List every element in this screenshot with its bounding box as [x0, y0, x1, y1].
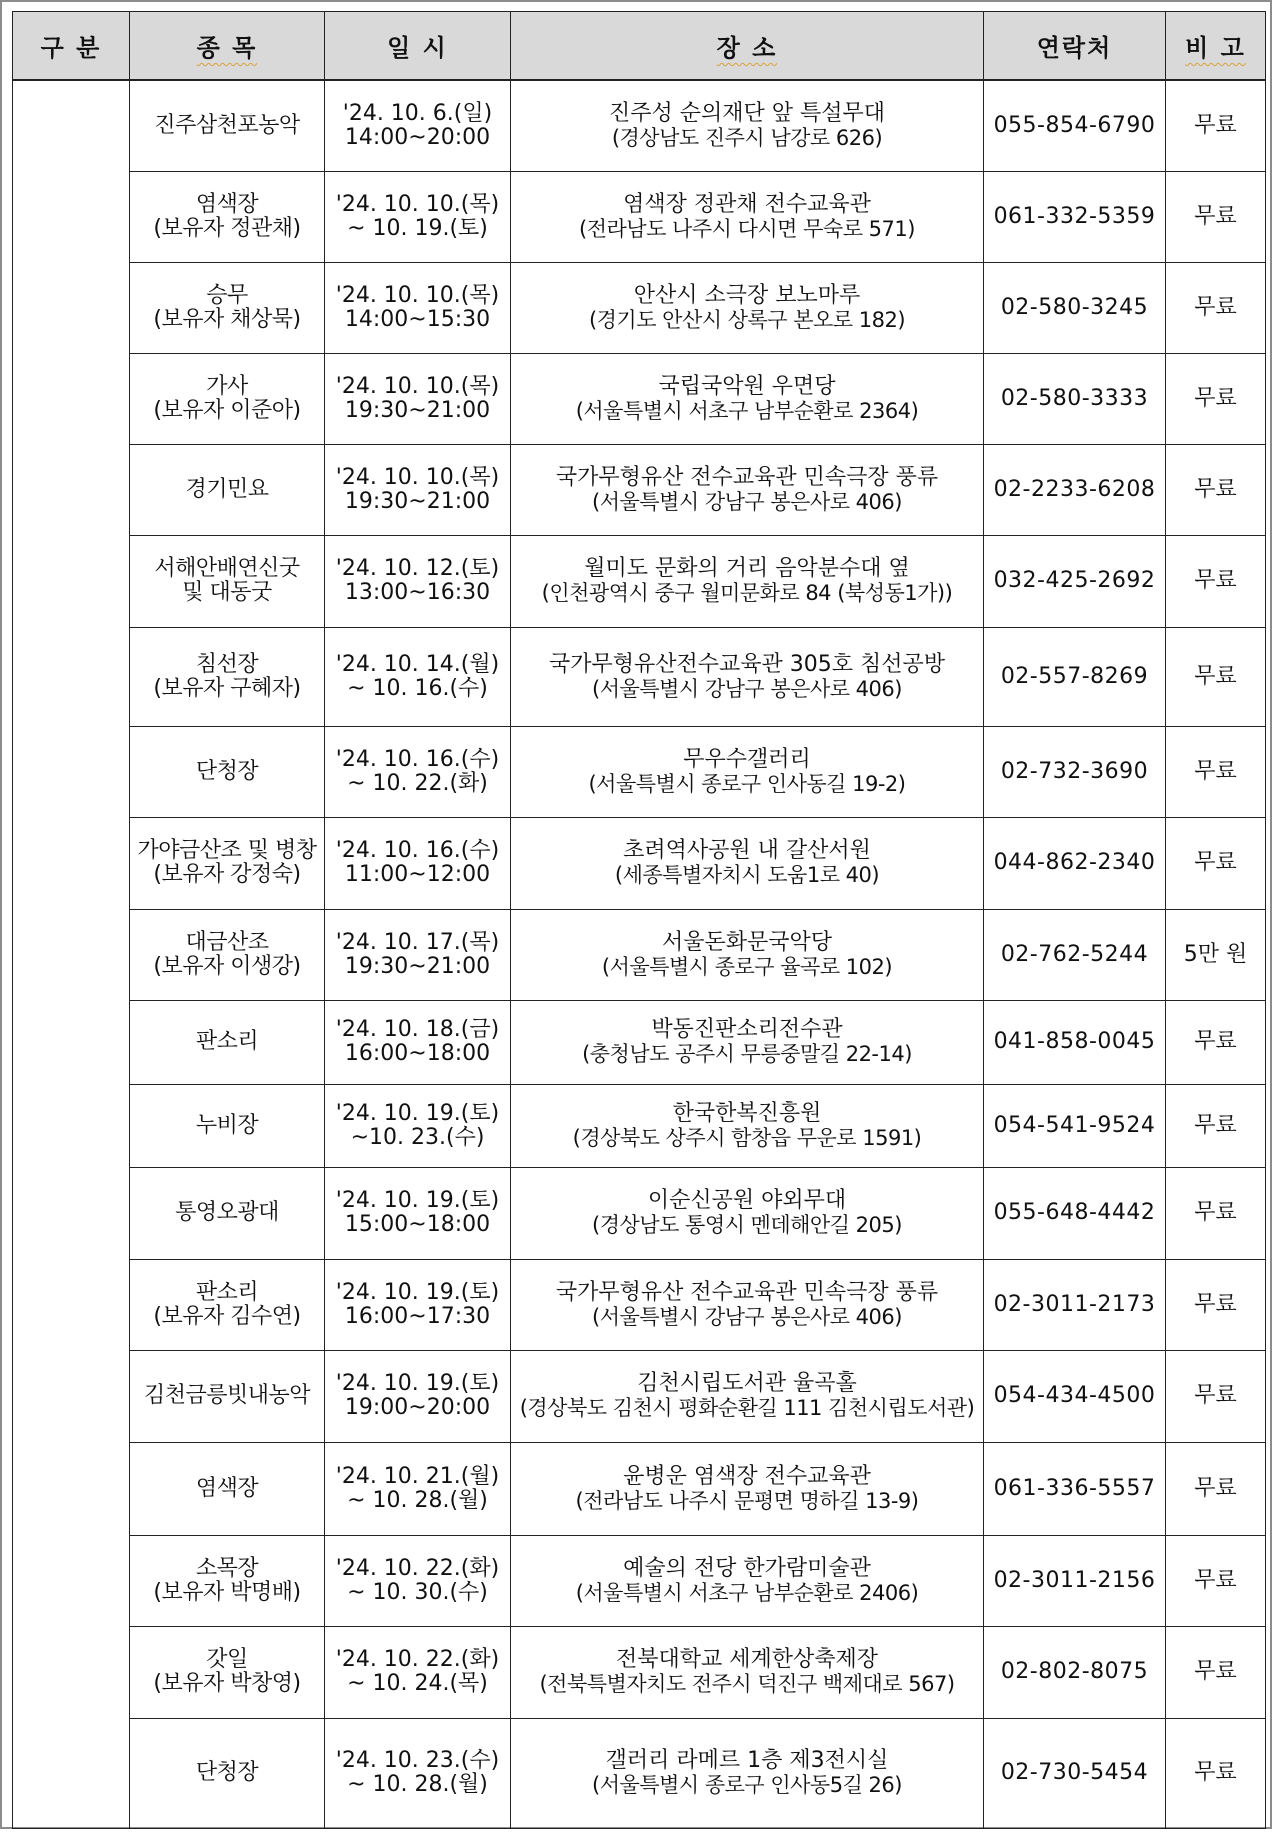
venue-address: (경기도 안산시 상록구 본오로 182) — [588, 307, 906, 332]
note-cell: 무료 — [1166, 444, 1266, 535]
note-cell: 무료 — [1166, 353, 1266, 444]
venue-name: 갤러리 라메르 1층 제3전시실 — [605, 1748, 889, 1773]
datetime-cell — [325, 627, 511, 726]
header-datetime-label: 일 시 — [387, 34, 448, 62]
datetime-cell — [325, 80, 511, 171]
event-time: ~ 10. 19.(토) — [347, 215, 488, 241]
note-cell: 무료 — [1166, 1535, 1266, 1626]
contact-cell: 032-425-2692 — [984, 535, 1166, 627]
event-name: 통영오광대 — [175, 1200, 279, 1225]
venue-address: (서울특별시 강남구 봉은사로 406) — [592, 489, 902, 514]
note-cell: 무료 — [1166, 1167, 1266, 1259]
note-cell: 무료 — [1166, 627, 1266, 726]
table-row — [13, 1000, 1266, 1084]
header-venue — [511, 12, 984, 81]
contact-cell: 02-3011-2156 — [984, 1535, 1166, 1626]
event-date: '24. 10. 23.(수) — [335, 1748, 500, 1773]
event-date: '24. 10. 14.(월) — [335, 651, 500, 677]
event-name: 판소리 — [195, 1279, 259, 1305]
venue-name: 전북대학교 세계한상축제장 — [615, 1647, 879, 1672]
event-time: 16:00~18:00 — [344, 1041, 491, 1066]
event-name: 승무 — [206, 282, 248, 308]
venue-address: (서울특별시 서초구 남부순환로 2406) — [575, 1580, 919, 1605]
datetime-cell — [325, 1442, 511, 1535]
event-name: 단청장 — [195, 1760, 259, 1785]
datetime-cell — [325, 535, 511, 627]
venue-address: (경상남도 진주시 남강로 626) — [611, 125, 883, 150]
event-time: 13:00~16:30 — [344, 580, 491, 605]
venue-cell — [511, 1000, 984, 1084]
venue-name: 안산시 소극장 보노마루 — [633, 282, 861, 308]
datetime-cell — [325, 1084, 511, 1167]
event-time: ~10. 23.(수) — [350, 1124, 485, 1150]
venue-address: (서울특별시 종로구 율곡로 102) — [601, 954, 893, 979]
venue-name: 국립국악원 우면당 — [658, 373, 836, 399]
event-name: 누비장 — [195, 1112, 259, 1138]
table-body — [13, 80, 1266, 1828]
event-name: 가사 — [206, 373, 248, 399]
event-date: '24. 10. 10.(목) — [335, 282, 500, 308]
datetime-cell — [325, 262, 511, 353]
datetime-cell — [325, 1535, 511, 1626]
datetime-cell — [325, 726, 511, 817]
event-time: 11:00~12:00 — [344, 862, 491, 887]
table-row — [13, 1718, 1266, 1828]
venue-cell — [511, 726, 984, 817]
venue-address: (전북특별자치도 전주시 덕진구 백제대로 567) — [539, 1672, 955, 1696]
event-date: '24. 10. 16.(수) — [335, 746, 500, 772]
venue-address: (서울특별시 종로구 인사동길 19-2) — [588, 771, 906, 796]
table-row — [13, 262, 1266, 353]
event-time: 16:00~17:30 — [344, 1303, 491, 1329]
table-row — [13, 353, 1266, 444]
event-time: ~ 10. 28.(월) — [347, 1487, 488, 1513]
venue-cell — [511, 535, 984, 627]
note-cell: 무료 — [1166, 726, 1266, 817]
table-row — [13, 80, 1266, 171]
header-category-label: 구 분 — [40, 34, 102, 62]
event-cell — [130, 1084, 325, 1167]
venue-name: 국가무형유산 전수교육관 민속극장 풍류 — [555, 1279, 939, 1305]
event-name: 경기민요 — [185, 476, 269, 502]
venue-cell — [511, 1718, 984, 1828]
contact-cell: 02-732-3690 — [984, 726, 1166, 817]
note-cell: 무료 — [1166, 1626, 1266, 1718]
event-cell — [130, 1442, 325, 1535]
note-cell: 무료 — [1166, 171, 1266, 262]
venue-name: 국가무형유산 전수교육관 민속극장 풍류 — [555, 464, 939, 490]
table-row — [13, 1626, 1266, 1718]
event-date: '24. 10. 6.(일) — [342, 100, 493, 126]
event-cell — [130, 1167, 325, 1259]
event-cell — [130, 80, 325, 171]
venue-name: 서울돈화문국악당 — [661, 929, 833, 955]
venue-cell — [511, 353, 984, 444]
note-cell: 무료 — [1166, 1442, 1266, 1535]
header-event — [130, 12, 325, 81]
contact-cell: 054-541-9524 — [984, 1084, 1166, 1167]
header-contact-label: 연락처 — [1036, 34, 1113, 62]
venue-cell — [511, 1626, 984, 1718]
event-holder: (보유자 정관채) — [153, 215, 301, 241]
event-cell — [130, 1000, 325, 1084]
event-name: 진주삼천포농악 — [154, 112, 300, 138]
event-time: ~ 10. 16.(수) — [347, 675, 488, 701]
contact-cell: 02-580-3333 — [984, 353, 1166, 444]
venue-cell — [511, 171, 984, 262]
table-row — [13, 1084, 1266, 1167]
venue-address: (세종특별자치시 도움1로 40) — [614, 863, 880, 887]
event-time: ~ 10. 28.(월) — [347, 1772, 488, 1797]
event-date: '24. 10. 19.(토) — [335, 1188, 500, 1213]
datetime-cell — [325, 1626, 511, 1718]
note-cell: 무료 — [1166, 1084, 1266, 1167]
venue-cell — [511, 262, 984, 353]
event-holder: (보유자 박창영) — [153, 1671, 301, 1696]
contact-cell: 041-858-0045 — [984, 1000, 1166, 1084]
event-date: '24. 10. 10.(목) — [335, 373, 500, 399]
event-cell — [130, 1259, 325, 1350]
event-date: '24. 10. 19.(토) — [335, 1279, 500, 1305]
event-name: 판소리 — [195, 1029, 259, 1054]
venue-address: (경상북도 김천시 평화순환길 111 김천시립도서관) — [519, 1396, 975, 1420]
venue-cell — [511, 627, 984, 726]
event-holder: (보유자 김수연) — [153, 1303, 301, 1329]
venue-name: 월미도 문화의 거리 음악분수대 옆 — [584, 556, 910, 581]
venue-name: 박동진판소리전수관 — [651, 1017, 843, 1042]
event-time: ~ 10. 24.(목) — [347, 1671, 488, 1696]
contact-cell: 054-434-4500 — [984, 1350, 1166, 1442]
event-time: 19:30~21:00 — [344, 488, 491, 514]
venue-address: (경상북도 상주시 함창읍 무운로 1591) — [572, 1125, 922, 1150]
venue-name: 진주성 순의재단 앞 특설무대 — [608, 100, 885, 126]
header-row — [13, 12, 1266, 81]
table-header — [13, 12, 1266, 81]
event-time: 15:00~18:00 — [344, 1212, 491, 1237]
venue-address: (서울특별시 종로구 인사동5길 26) — [592, 1773, 902, 1797]
venue-address: (서울특별시 강남구 봉은사로 406) — [592, 676, 902, 701]
event-cell — [130, 1626, 325, 1718]
contact-cell: 02-730-5454 — [984, 1718, 1166, 1828]
venue-name: 김천시립도서관 율곡홀 — [637, 1371, 857, 1396]
event-cell — [130, 909, 325, 1000]
event-cell — [130, 817, 325, 909]
venue-name: 무우수갤러리 — [683, 746, 811, 772]
note-cell: 무료 — [1166, 535, 1266, 627]
table-row — [13, 171, 1266, 262]
note-cell: 무료 — [1166, 262, 1266, 353]
header-category — [13, 12, 130, 81]
datetime-cell — [325, 1167, 511, 1259]
note-cell: 무료 — [1166, 817, 1266, 909]
event-time: ~ 10. 22.(화) — [347, 770, 488, 796]
event-date: '24. 10. 17.(목) — [335, 929, 500, 955]
datetime-cell — [325, 1718, 511, 1828]
venue-cell — [511, 1535, 984, 1626]
event-date: '24. 10. 19.(토) — [335, 1100, 500, 1126]
venue-name: 윤병운 염색장 전수교육관 — [623, 1463, 871, 1489]
venue-address: (충청남도 공주시 무릉중말길 22-14) — [582, 1042, 912, 1066]
venue-address: (서울특별시 서초구 남부순환로 2364) — [575, 398, 919, 423]
event-cell — [130, 353, 325, 444]
venue-address: (서울특별시 강남구 봉은사로 406) — [592, 1304, 902, 1329]
event-date: '24. 10. 18.(금) — [335, 1017, 500, 1042]
table-row — [13, 909, 1266, 1000]
event-cell — [130, 726, 325, 817]
contact-cell: 02-3011-2173 — [984, 1259, 1166, 1350]
event-date: '24. 10. 19.(토) — [335, 1371, 500, 1396]
note-cell: 무료 — [1166, 1350, 1266, 1442]
event-name: 서해안배연신굿 — [154, 556, 300, 581]
venue-cell — [511, 1084, 984, 1167]
event-date: '24. 10. 10.(목) — [335, 191, 500, 217]
event-cell — [130, 1718, 325, 1828]
table-row — [13, 535, 1266, 627]
event-cell — [130, 535, 325, 627]
table-row — [13, 726, 1266, 817]
event-name: 가야금산조 및 병창 — [137, 838, 317, 863]
contact-cell: 02-2233-6208 — [984, 444, 1166, 535]
datetime-cell — [325, 1350, 511, 1442]
note-cell: 무료 — [1166, 1259, 1266, 1350]
venue-address: (경상남도 통영시 멘데해안길 205) — [592, 1213, 902, 1237]
event-holder: (보유자 채상묵) — [153, 306, 301, 332]
event-cell — [130, 627, 325, 726]
event-holder: (보유자 이준아) — [153, 397, 301, 423]
category-cell — [13, 80, 130, 1828]
event-name: 소목장 — [195, 1555, 259, 1581]
event-date: '24. 10. 16.(수) — [335, 838, 500, 863]
event-cell — [130, 1535, 325, 1626]
header-note-label: 비 고 — [1185, 34, 1246, 62]
venue-name: 국가무형유산전수교육관 305호 침선공방 — [548, 651, 945, 677]
event-cell — [130, 262, 325, 353]
header-contact — [984, 12, 1166, 81]
contact-cell: 061-336-5557 — [984, 1442, 1166, 1535]
table-row — [13, 1167, 1266, 1259]
contact-cell: 02-580-3245 — [984, 262, 1166, 353]
header-note — [1166, 12, 1266, 81]
event-date: '24. 10. 21.(월) — [335, 1463, 500, 1489]
event-name: 단청장 — [195, 758, 259, 784]
event-name: 갓일 — [206, 1647, 248, 1672]
event-time: 19:30~21:00 — [344, 397, 491, 423]
contact-cell: 055-854-6790 — [984, 80, 1166, 171]
note-cell: 무료 — [1166, 1718, 1266, 1828]
event-time: 19:00~20:00 — [344, 1395, 491, 1420]
event-cell — [130, 444, 325, 535]
event-schedule-table — [12, 11, 1266, 1829]
contact-cell: 02-557-8269 — [984, 627, 1166, 726]
venue-name: 한국한복진흥원 — [672, 1100, 822, 1126]
datetime-cell — [325, 1259, 511, 1350]
event-name: 염색장 — [195, 191, 259, 217]
venue-cell — [511, 817, 984, 909]
venue-name: 이순신공원 야외무대 — [647, 1188, 847, 1213]
event-time: 14:00~15:30 — [344, 306, 491, 332]
venue-address: (전라남도 나주시 문평면 명하길 13-9) — [575, 1488, 919, 1513]
event-holder: (보유자 강정숙) — [153, 862, 301, 887]
venue-name: 염색장 정관채 전수교육관 — [623, 191, 871, 217]
venue-cell — [511, 1350, 984, 1442]
event-date: '24. 10. 10.(목) — [335, 464, 500, 490]
event-date: '24. 10. 22.(화) — [335, 1647, 500, 1672]
event-name: 대금산조 — [185, 929, 269, 955]
datetime-cell — [325, 353, 511, 444]
note-cell: 무료 — [1166, 80, 1266, 171]
event-name: 김천금릉빗내농악 — [143, 1383, 311, 1408]
datetime-cell — [325, 444, 511, 535]
table-row — [13, 1350, 1266, 1442]
event-holder: (보유자 박명배) — [153, 1579, 301, 1605]
venue-name: 예술의 전당 한가람미술관 — [623, 1555, 871, 1581]
venue-cell — [511, 1167, 984, 1259]
header-datetime — [325, 12, 511, 81]
venue-name: 초려역사공원 내 갈산서원 — [623, 838, 871, 863]
table-row — [13, 1442, 1266, 1535]
venue-cell — [511, 1442, 984, 1535]
event-name: 염색장 — [195, 1475, 259, 1501]
table-row — [13, 817, 1266, 909]
table-row — [13, 444, 1266, 535]
venue-cell — [511, 444, 984, 535]
note-cell: 무료 — [1166, 1000, 1266, 1084]
event-date: '24. 10. 22.(화) — [335, 1555, 500, 1581]
event-cell — [130, 171, 325, 262]
venue-cell — [511, 1259, 984, 1350]
datetime-cell — [325, 1000, 511, 1084]
contact-cell: 02-762-5244 — [984, 909, 1166, 1000]
contact-cell: 02-802-8075 — [984, 1626, 1166, 1718]
datetime-cell — [325, 171, 511, 262]
venue-address: (전라남도 나주시 다시면 무숙로 571) — [579, 216, 915, 241]
header-venue-label: 장 소 — [716, 34, 778, 62]
event-holder: 및 대동굿 — [182, 580, 272, 605]
contact-cell: 044-862-2340 — [984, 817, 1166, 909]
table-row — [13, 627, 1266, 726]
venue-cell — [511, 80, 984, 171]
contact-cell: 061-332-5359 — [984, 171, 1166, 262]
note-cell: 5만 원 — [1166, 909, 1266, 1000]
contact-cell: 055-648-4442 — [984, 1167, 1166, 1259]
header-event-label: 종 목 — [196, 34, 258, 62]
event-time: 14:00~20:00 — [344, 124, 491, 150]
event-name: 침선장 — [195, 651, 259, 677]
event-holder: (보유자 구혜자) — [153, 675, 301, 701]
venue-address: (인천광역시 중구 월미문화로 84 (북성동1가)) — [541, 581, 953, 605]
venue-cell — [511, 909, 984, 1000]
event-cell — [130, 1350, 325, 1442]
event-date: '24. 10. 12.(토) — [335, 556, 500, 581]
event-time: ~ 10. 30.(수) — [347, 1579, 488, 1605]
event-holder: (보유자 이생강) — [153, 953, 301, 979]
table-row — [13, 1535, 1266, 1626]
datetime-cell — [325, 909, 511, 1000]
datetime-cell — [325, 817, 511, 909]
table-row — [13, 1259, 1266, 1350]
event-time: 19:30~21:00 — [344, 953, 491, 979]
